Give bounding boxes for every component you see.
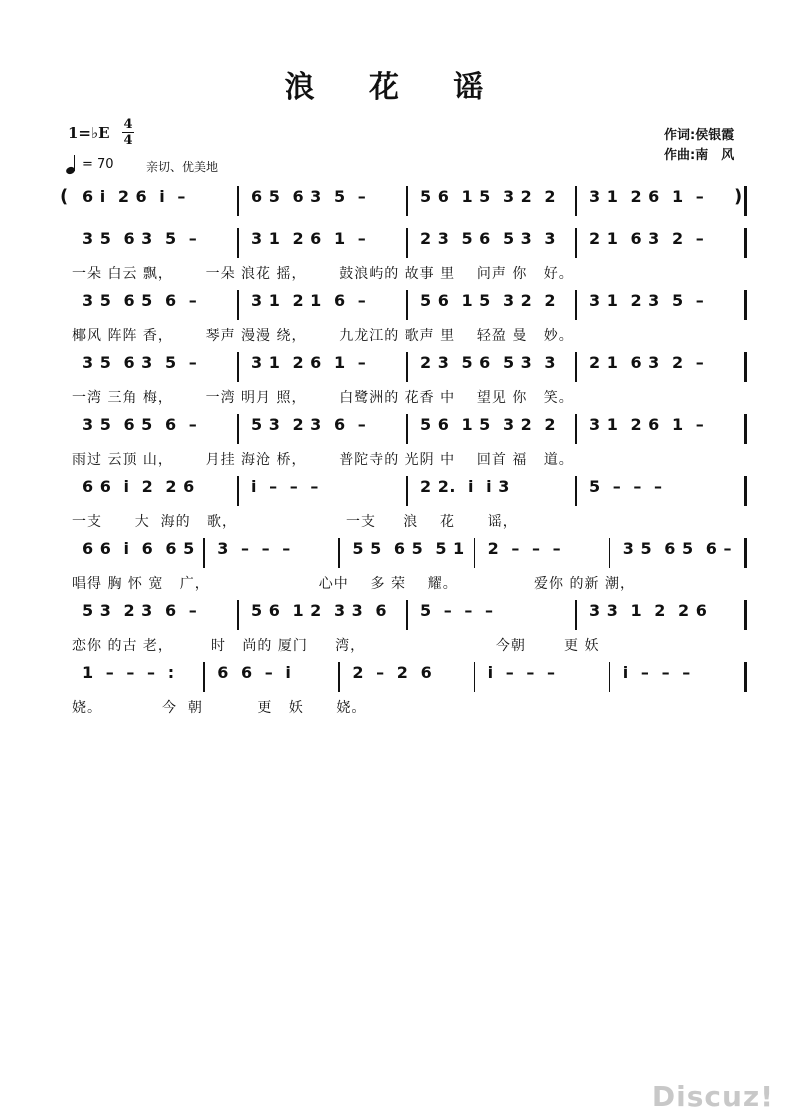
measure-notes: 3 1 2 6 1 – — [589, 415, 705, 434]
measure — [623, 662, 734, 692]
measure — [82, 186, 227, 216]
barline — [744, 662, 747, 692]
lyric-line: 娆。 今 朝 更 妖 娆。 — [72, 700, 367, 716]
measure-notes: 2 1 6 3 2 – — [589, 353, 705, 372]
measure — [589, 352, 734, 382]
lyric-line: 恋你 的古 老， 时 尚的 厦门 湾， 今朝 更 妖 — [72, 638, 600, 654]
measure — [352, 538, 463, 568]
measure-notes: 5 – – – — [420, 601, 494, 620]
quarter-note-icon — [66, 154, 78, 174]
barline — [237, 290, 239, 320]
measure-notes: 3 1 2 1 6 – — [251, 291, 367, 310]
score-row — [62, 186, 752, 216]
measure — [420, 186, 565, 216]
measure-notes: 5 5 6 5 5 1 — [352, 539, 465, 558]
measure — [420, 352, 565, 382]
measure-notes: 5 3 2 3 6 – — [251, 415, 367, 434]
barline — [744, 476, 747, 506]
barline — [203, 662, 205, 692]
barline — [609, 538, 611, 568]
lyric-line: 一湾 三角 梅， 一湾 明月 照， 白鹭洲的 花香 中 望见 你 笑。 — [72, 390, 574, 406]
barline — [575, 352, 577, 382]
measure — [420, 228, 565, 258]
measure — [352, 662, 463, 692]
measure-notes: 3 5 6 5 6 – — [82, 415, 198, 434]
measure-notes: 3 3 1 2 2 6 — [589, 601, 708, 620]
measure-notes: 3 1 2 6 1 – — [251, 353, 367, 372]
measure — [82, 476, 227, 506]
measure — [488, 538, 599, 568]
measure-notes: 3 5 6 5 6 – — [622, 539, 732, 558]
measure-notes: 6 6 i 6 6 5 — [82, 539, 195, 558]
measure-notes: 5 – – – — [589, 477, 663, 496]
lyric-line: 一支 大 海的 歌， 一支 浪 花 谣， — [72, 514, 518, 530]
barline — [575, 600, 577, 630]
measure-notes: 3 1 2 6 1 – — [251, 229, 367, 248]
score-row — [62, 662, 752, 692]
barline — [406, 600, 408, 630]
barline — [237, 600, 239, 630]
measure — [589, 414, 734, 444]
measure-notes: 6 5 6 3 5 – — [251, 187, 367, 206]
barline — [406, 186, 408, 216]
barline — [609, 662, 611, 692]
measure — [217, 538, 328, 568]
barline — [575, 476, 577, 506]
measure — [488, 662, 599, 692]
barline — [237, 414, 239, 444]
measure-notes: 5 3 2 3 6 – — [82, 601, 198, 620]
barline — [474, 538, 476, 568]
barline — [744, 186, 747, 216]
score-row — [62, 414, 752, 444]
lyric-line: 唱得 胸 怀 宽 广， 心中 多 荣 耀。 爱你 的新 潮， — [72, 576, 635, 592]
measure-notes: 3 5 6 3 5 – — [82, 229, 198, 248]
expression-marking: 亲切、优美地 — [146, 160, 219, 174]
measure-notes: 2 – – – — [487, 539, 562, 558]
measure-notes: 5 6 1 5 3 2 2 — [420, 187, 557, 206]
measure-notes: 6 6 – i — [217, 663, 292, 682]
time-signature-bottom: 4 — [123, 133, 133, 148]
measure-notes: 2 3 5 6 5 3 3 — [420, 229, 557, 248]
barline — [744, 600, 747, 630]
barline — [237, 186, 239, 216]
barline — [237, 352, 239, 382]
barline — [575, 228, 577, 258]
barline — [406, 352, 408, 382]
measure-notes: i – – – — [487, 663, 556, 682]
time-signature — [122, 118, 134, 147]
score-row — [62, 228, 752, 258]
barline — [406, 228, 408, 258]
measure — [251, 476, 396, 506]
barline — [338, 662, 340, 692]
lyric-line: 椰风 阵阵 香， 琴声 漫漫 绕， 九龙江的 歌声 里 轻盈 曼 妙。 — [72, 328, 574, 344]
barline — [237, 476, 239, 506]
barline — [744, 414, 747, 444]
lyric-line: 雨过 云顶 山， 月挂 海沧 桥， 普陀寺的 光阴 中 回首 福 道。 — [72, 452, 574, 468]
measure — [82, 228, 227, 258]
measure — [420, 600, 565, 630]
measure — [251, 600, 396, 630]
time-signature-top: 4 — [123, 117, 133, 132]
measure — [589, 290, 734, 320]
lyric-line: 一朵 白云 飘， 一朵 浪花 摇， 鼓浪屿的 故事 里 问声 你 好。 — [72, 266, 574, 282]
measure-notes: 5 6 1 5 3 2 2 — [420, 291, 557, 310]
barline — [338, 538, 340, 568]
close-paren: ) — [734, 186, 743, 207]
measure — [82, 538, 193, 568]
watermark: Discuz! — [651, 1080, 774, 1113]
score-row — [62, 352, 752, 382]
barline — [744, 290, 747, 320]
measure — [420, 414, 565, 444]
score-row — [62, 600, 752, 630]
measure — [251, 228, 396, 258]
measure — [82, 290, 227, 320]
measure — [251, 414, 396, 444]
barline — [744, 228, 747, 258]
measure — [623, 538, 734, 568]
measure-notes: 3 5 6 3 5 – — [82, 353, 198, 372]
song-title: 浪 花 谣 — [284, 70, 506, 105]
barline — [575, 186, 577, 216]
measure-notes: 5 6 1 2 3 3 6 — [251, 601, 388, 620]
measure — [82, 352, 227, 382]
lyricist-credit: 作词:侯银霞 — [664, 128, 735, 143]
barline — [744, 352, 747, 382]
measure-notes: 3 1 2 3 5 – — [589, 291, 705, 310]
barline — [406, 290, 408, 320]
measure — [251, 290, 396, 320]
composer-credit: 作曲:南 风 — [664, 148, 735, 163]
measure — [251, 352, 396, 382]
measure-notes: 1 – – – : — [82, 663, 175, 682]
measure — [82, 662, 193, 692]
measure-notes: 3 – – – — [217, 539, 291, 558]
measure — [420, 290, 565, 320]
key-signature: 1=♭E — [68, 124, 110, 142]
tempo-marking — [66, 154, 114, 174]
barline — [575, 414, 577, 444]
measure-notes: 2 3 5 6 5 3 3 — [420, 353, 557, 372]
score-row — [62, 290, 752, 320]
measure — [589, 228, 734, 258]
measure-notes: 6 6 i 2 2 6 — [82, 477, 195, 496]
barline — [744, 538, 747, 568]
barline — [237, 228, 239, 258]
measure — [589, 476, 734, 506]
measure-notes: 2 2. i i 3 — [420, 477, 510, 496]
barline — [474, 662, 476, 692]
barline — [575, 290, 577, 320]
tempo-value: = 70 — [82, 156, 114, 172]
barline — [406, 414, 408, 444]
measure-notes: 3 5 6 5 6 – — [82, 291, 198, 310]
measure — [82, 600, 227, 630]
open-paren: ( — [60, 186, 69, 207]
barline — [406, 476, 408, 506]
measure — [217, 662, 328, 692]
measure — [82, 414, 227, 444]
measure-notes: 6 i 2 6 i – — [82, 187, 186, 206]
measure — [589, 600, 734, 630]
measure — [420, 476, 565, 506]
score-row — [62, 538, 752, 568]
measure-notes: 5 6 1 5 3 2 2 — [420, 415, 557, 434]
measure — [251, 186, 396, 216]
measure-notes: i – – – — [622, 663, 691, 682]
measure-notes: 2 – 2 6 — [352, 663, 433, 682]
measure-notes: 2 1 6 3 2 – — [589, 229, 705, 248]
measure-notes: i – – – — [251, 477, 319, 496]
barline — [203, 538, 205, 568]
score-row — [62, 476, 752, 506]
measure — [589, 186, 734, 216]
measure-notes: 3 1 2 6 1 – — [589, 187, 705, 206]
